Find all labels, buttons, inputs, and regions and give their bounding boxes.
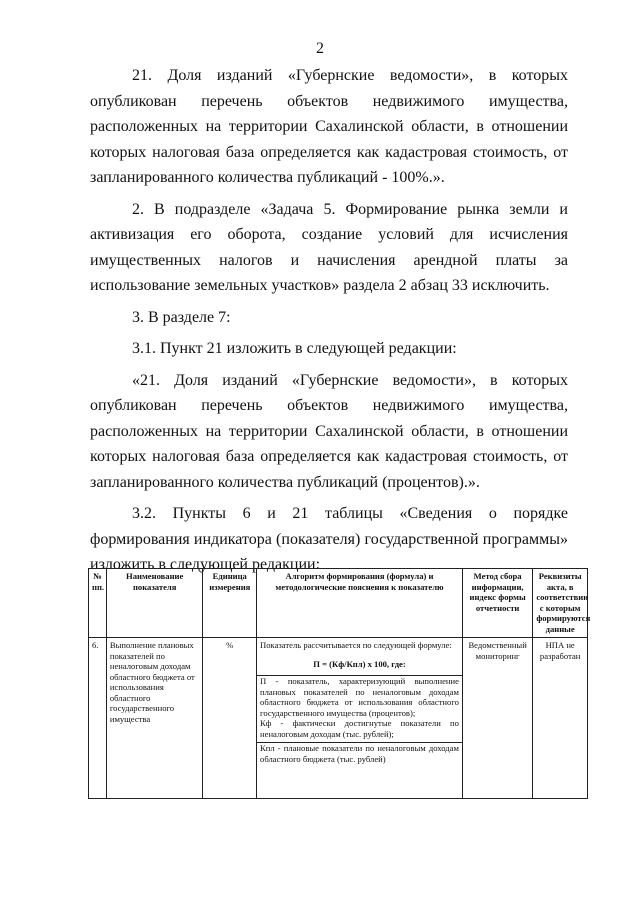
cell-unit: % [203, 638, 257, 799]
cell-num: 6. [89, 638, 107, 799]
alg-def-p: П - показатель, характеризующий выполнение плановых показателей по неналоговым доходам областного бюджета от использования областного государственного имущества (процентов); [260, 676, 459, 718]
header-algorithm: Алгоритм формирования (формула) и методологические пояснения к показателю [257, 569, 463, 638]
header-unit: Единица измерения [203, 569, 257, 638]
body-text [90, 63, 568, 578]
paragraph-21-end: 21. Доля изданий «Губернские ведомости», в которых опубликован перечень объектов недвижимого имущества, расположенных на территории Сахалинской области, в отношении которых налоговая база определяется как кадастровая стоимость, от запланированного количества публикаций - 100%.». [90, 67, 568, 186]
cell-requisites: НПА не разработан [533, 638, 588, 799]
alg-formula: П = (Кф/Кпл) х 100, где: [313, 658, 406, 669]
indicator-table [88, 568, 591, 799]
alg-def-kf: Кф - фактически достигнутые показатели по неналоговым доходам (тыс. рублей); [260, 718, 459, 739]
paragraph-3: 3. В разделе 7: [132, 308, 231, 326]
cell-algorithm [257, 638, 463, 799]
header-name: Наименование показателя [106, 569, 203, 638]
cell-method: Ведомственный мониторинг [462, 638, 532, 799]
header-num: № пп. [89, 569, 107, 638]
cell-name: Выполнение плановых показателей по неналоговым доходам областного бюджета от использования областного государственного имущества [106, 638, 203, 799]
paragraph-quote-21: «21. Доля изданий «Губернские ведомости», в которых опубликован перечень объектов недвижимого имущества, расположенных на территории Сахалинской области, в отношении которых налоговая база определяется как кадастровая стоимость, от запланированного количества публикаций (процентов).». [90, 371, 568, 491]
paragraph-3-1: 3.1. Пункт 21 изложить в следующей редакции: [132, 340, 457, 357]
paragraph-3-2: 3.2. Пункты 6 и 21 таблицы «Сведения о порядке формирования индикатора (показателя) государственной программы» изложить в следующей редакции: [90, 505, 568, 573]
header-method: Метод сбора информации, индекс формы отчетности [462, 569, 532, 638]
alg-def-kpl: Кпл - плановые показатели по неналоговым доходам областного бюджета (тыс. рублей) [260, 743, 459, 764]
alg-intro: Показатель рассчитывается по следующей формуле: [260, 640, 452, 650]
paragraph-2: 2. В подразделе «Задача 5. Формирование рынка земли и активизация его оборота, создание условий для исчисления имущественных налогов и начисления арендной платы за использование земельных участков» раздела 2 абзац 33 исключить. [90, 200, 568, 294]
table-row [89, 638, 588, 799]
header-requisites: Реквизиты акта, в соответствии с которым формируются данные [533, 569, 588, 638]
table-header-row [89, 569, 588, 638]
page-number: 2 [316, 40, 324, 57]
